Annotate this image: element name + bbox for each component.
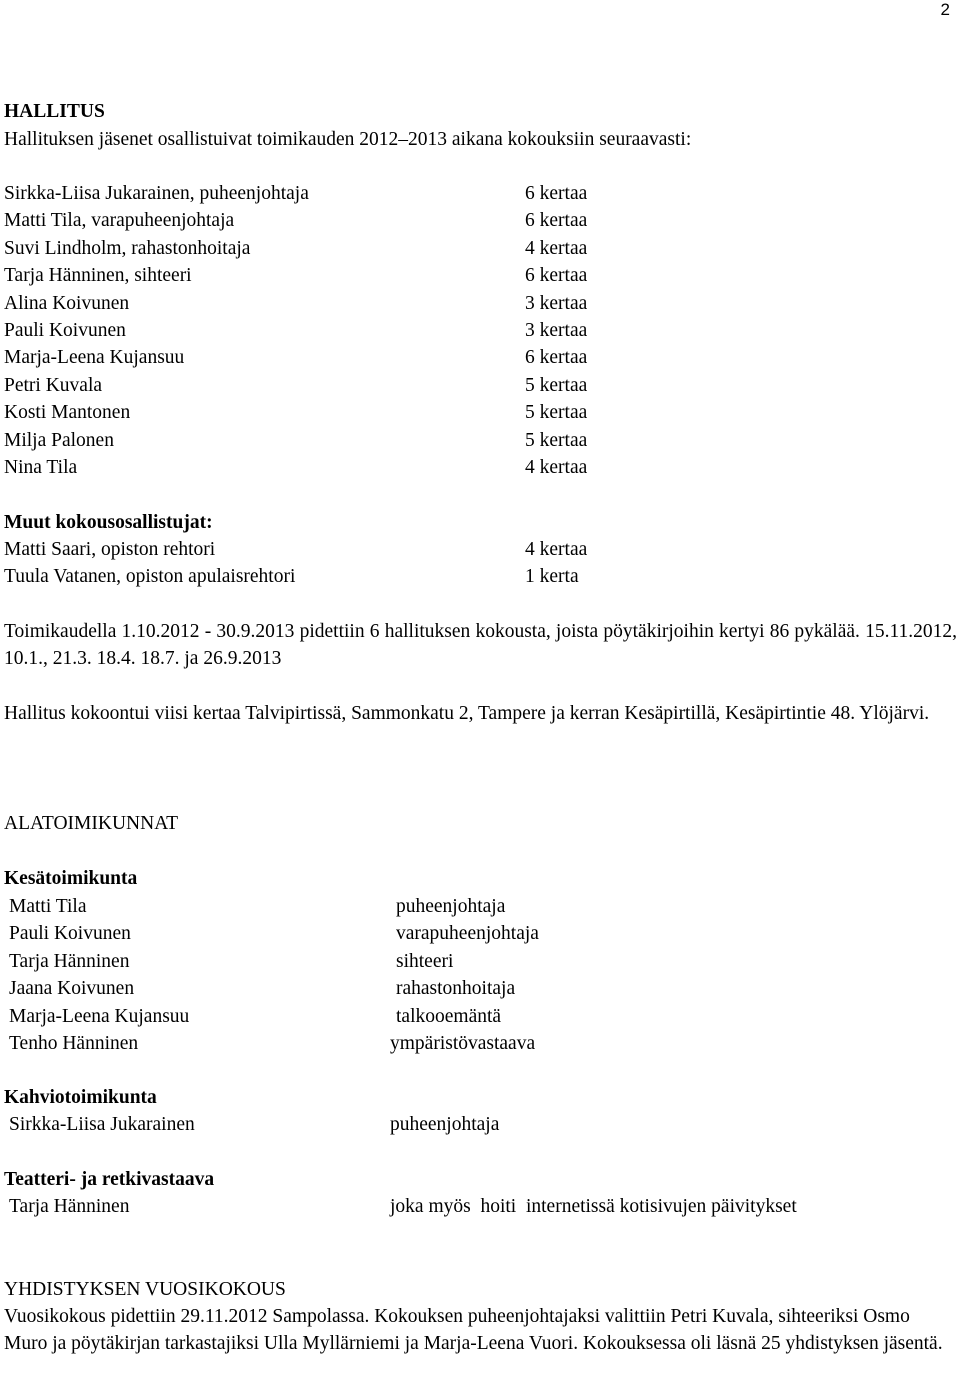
- member-name: Milja Palonen: [4, 429, 114, 451]
- member-count: 6 kertaa: [525, 210, 588, 232]
- other-count: 4 kertaa: [525, 539, 588, 560]
- kahviotoimikunta-heading: Kahviotoimikunta: [4, 1087, 157, 1108]
- kesatoimikunta-heading: Kesätoimikunta: [4, 868, 138, 889]
- teatteri-role: joka myös hoiti internetissä kotisivujen päivitykset: [390, 1196, 797, 1217]
- member-count: 4 kertaa: [525, 237, 588, 259]
- member-name: Marja-Leena Kujansuu: [4, 347, 185, 369]
- section-heading-hallitus: HALLITUS: [4, 101, 105, 122]
- committee-member-name: Tenho Hänninen: [9, 1032, 139, 1054]
- committee-member-role: puheenjohtaja: [396, 896, 506, 917]
- member-count: 6 kertaa: [525, 265, 588, 287]
- teatteri-name: Tarja Hänninen: [9, 1196, 130, 1217]
- kahviotoimikunta-role: puheenjohtaja: [390, 1114, 500, 1135]
- member-name: Alina Koivunen: [4, 292, 130, 314]
- committee-member-name: Tarja Hänninen: [9, 950, 130, 972]
- member-count: 5 kertaa: [525, 402, 588, 424]
- page-number: 2: [940, 0, 950, 19]
- member-count: 4 kertaa: [525, 456, 588, 478]
- committee-member-role: rahastonhoitaja: [396, 978, 516, 1000]
- member-count: 5 kertaa: [525, 374, 588, 396]
- member-name: Matti Tila, varapuheenjohtaja: [4, 210, 235, 232]
- member-name: Pauli Koivunen: [4, 319, 126, 341]
- section-heading-vuosikokous: YHDISTYKSEN VUOSIKOKOUS: [4, 1279, 286, 1300]
- other-name: Tuula Vatanen, opiston apulaisrehtori: [4, 566, 296, 588]
- hallitus-paragraph-meetings: Toimikaudella 1.10.2012 - 30.9.2013 pidettiin 6 hallituksen kokousta, joista pöytäkirjoihin kertyi 86 pykälää. 15.11.2012, 10.1., 21.3. 18.4. 18.7. ja 26.9.2013: [4, 621, 957, 670]
- kesatoimikunta-roles: [390, 893, 539, 1057]
- member-count: 3 kertaa: [525, 292, 588, 314]
- others-counts: [525, 536, 587, 591]
- teatteri-heading: Teatteri- ja retkivastaava: [4, 1169, 215, 1190]
- member-name: Tarja Hänninen, sihteeri: [4, 265, 192, 287]
- other-name: Matti Saari, opiston rehtori: [4, 539, 216, 560]
- section-heading-alatoimikunnat: ALATOIMIKUNNAT: [4, 813, 179, 834]
- committee-member-name: Pauli Koivunen: [9, 923, 131, 945]
- member-count: 6 kertaa: [525, 183, 588, 204]
- committee-member-name: Marja-Leena Kujansuu: [9, 1005, 190, 1027]
- kahviotoimikunta-name: Sirkka-Liisa Jukarainen: [9, 1114, 195, 1135]
- members-names: [4, 180, 309, 481]
- hallitus-paragraph-locations: Hallitus kokoontui viisi kertaa Talvipirtissä, Sammonkatu 2, Tampere ja kerran Kesäpirtillä, Kesäpirtintie 48. Ylöjärvi.: [4, 703, 930, 724]
- member-name: Kosti Mantonen: [4, 402, 131, 424]
- member-count: 5 kertaa: [525, 429, 588, 451]
- others-heading: Muut kokousosallistujat:: [4, 512, 213, 533]
- member-count: 6 kertaa: [525, 347, 588, 369]
- hallitus-intro: Hallituksen jäsenet osallistuivat toimikauden 2012–2013 aikana kokouksiin seuraavasti:: [4, 129, 692, 150]
- other-count: 1 kerta: [525, 566, 579, 588]
- others-names: [4, 536, 295, 591]
- member-name: Suvi Lindholm, rahastonhoitaja: [4, 237, 251, 259]
- committee-member-role: varapuheenjohtaja: [396, 923, 539, 945]
- committee-member-role: sihteeri: [396, 950, 454, 972]
- member-name: Sirkka-Liisa Jukarainen, puheenjohtaja: [4, 183, 309, 204]
- committee-member-name: Matti Tila: [9, 896, 87, 917]
- member-count: 3 kertaa: [525, 319, 588, 341]
- committee-member-name: Jaana Koivunen: [9, 978, 135, 1000]
- committee-member-role: ympäristövastaava: [390, 1032, 536, 1054]
- members-counts: [525, 180, 587, 481]
- member-name: Petri Kuvala: [4, 374, 103, 396]
- committee-member-role: talkooemäntä: [396, 1005, 502, 1027]
- member-name: Nina Tila: [4, 456, 78, 478]
- vuosikokous-text: Vuosikokous pidettiin 29.11.2012 Sampolassa. Kokouksen puheenjohtajaksi valittiin Petri Kuvala, sihteeriksi Osmo Muro ja pöytäkirjan tarkastajiksi Ulla Myllärniemi ja Marja-Leena Vuori. Kokouksessa oli läsnä 25 yhdistyksen jäsentä.: [4, 1306, 943, 1355]
- kesatoimikunta-names: [9, 893, 189, 1057]
